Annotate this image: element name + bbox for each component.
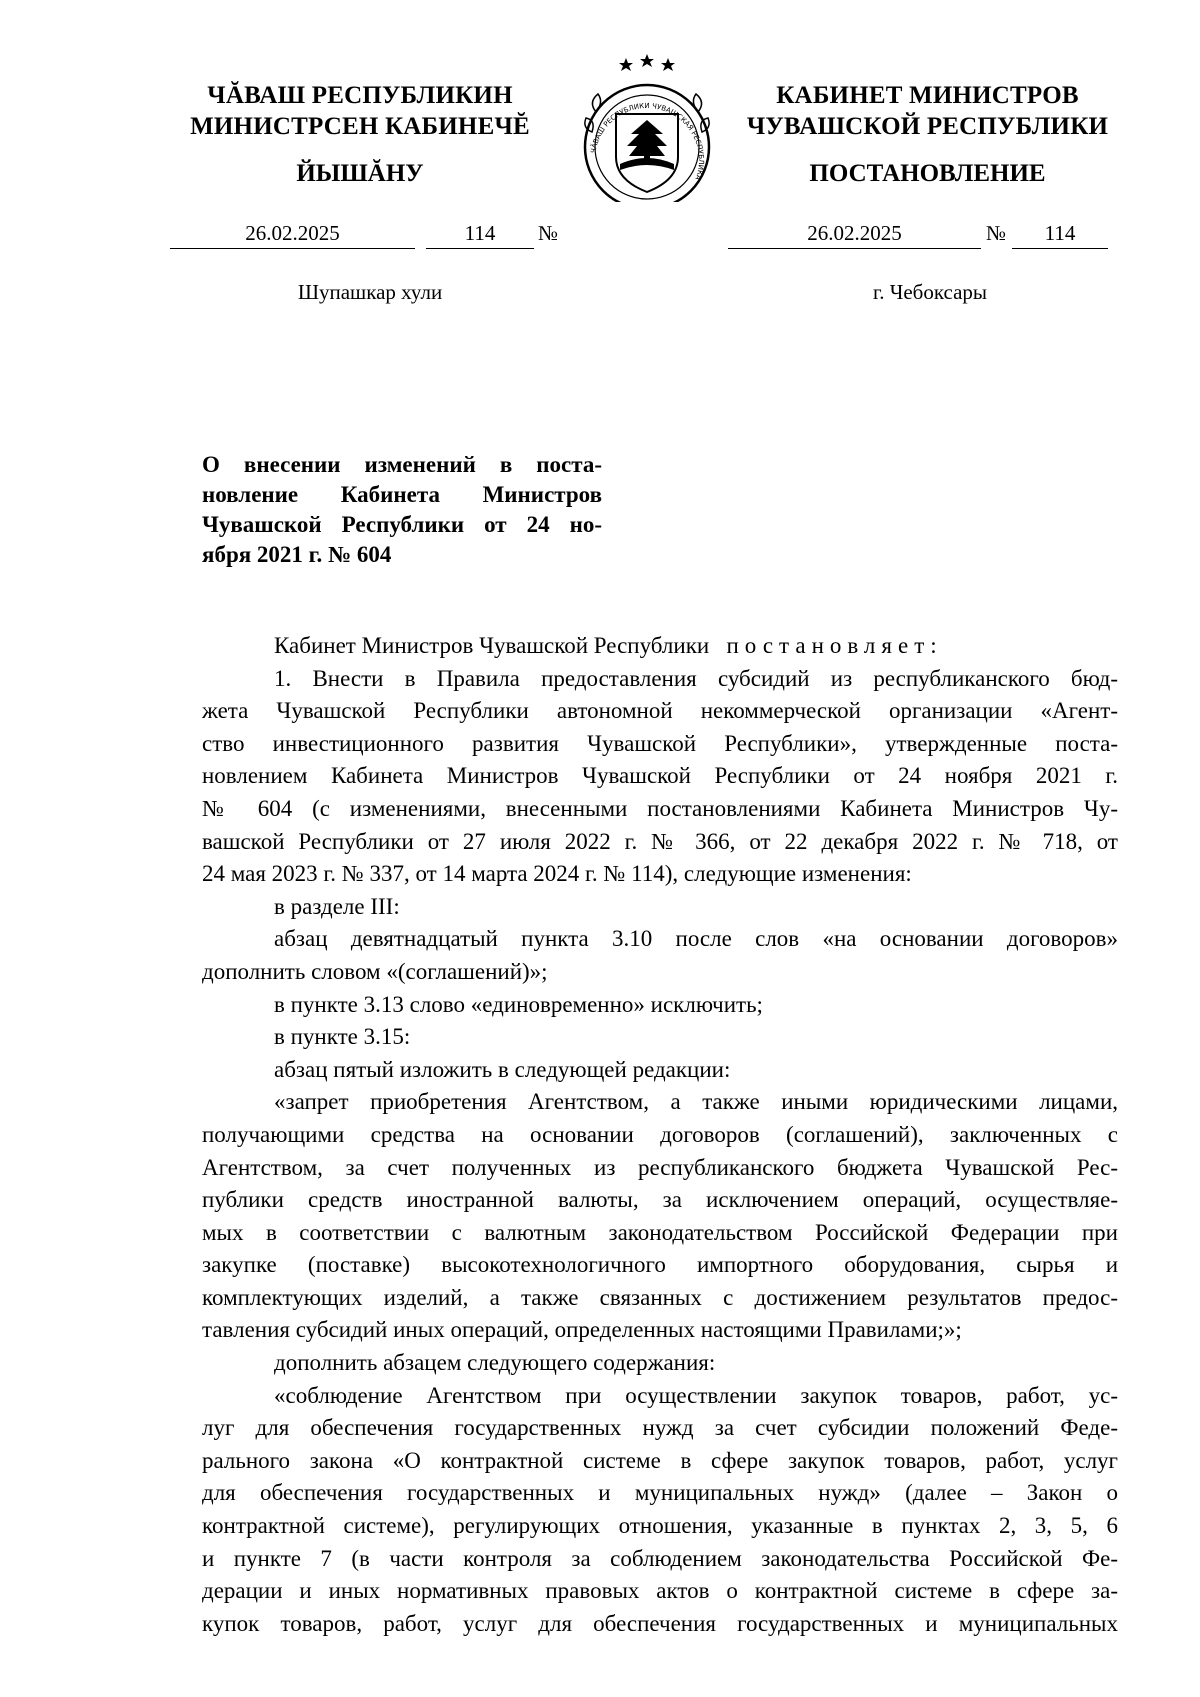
body-line: новлением Кабинета Министров Чувашской Республики от 24 ноября 2021 г. [202, 763, 1118, 789]
intro-paragraph [202, 630, 1118, 663]
body-line: дерации и иных нормативных правовых актов о контрактной системе в сфере за- [202, 1578, 1118, 1604]
left-org-line1: ЧĂВАШ РЕСПУБЛИКИН [207, 82, 513, 109]
intro-verb: постановляет: [726, 633, 943, 658]
body-line: «запрет приобретения Агентством, а также иными юридическими лицами, [274, 1089, 1118, 1115]
title-line: ября 2021 г. № 604 [202, 542, 392, 567]
intro-prefix: Кабинет Министров Чувашской Республики [274, 633, 710, 658]
right-org-line2: ЧУВАШСКОЙ РЕСПУБЛИКИ [746, 113, 1109, 140]
title-line: Чувашской Республики от 24 но- [202, 512, 602, 537]
body-line: купок товаров, работ, услуг для обеспечения государственных и муниципальных [202, 1610, 1118, 1636]
body-line: ство инвестиционного развития Чувашской Республики», утвержденные поста- [202, 730, 1118, 756]
emblem-inscription: ЧĂВАШ РЕСПУБЛИКИ ЧУВАШСКАЯ РЕСПУБЛИКА [589, 101, 706, 181]
coat-of-arms-emblem [578, 52, 716, 202]
left-number-underline [426, 248, 534, 249]
document-body [202, 630, 1118, 1640]
body-line: 1. Внести в Правила предоставления субсидий из республиканского бюд- [274, 665, 1118, 691]
body-line: абзац пятый изложить в следующей редакции: [274, 1056, 731, 1082]
right-org-line1: КАБИНЕТ МИНИСТРОВ [776, 82, 1079, 109]
body-line: мых в соответствии с валютным законодательством Российской Федерации при [202, 1219, 1118, 1245]
body-line: жета Чувашской Республики автономной некоммерческой организации «Агент- [202, 698, 1118, 724]
left-number-sign: № [538, 221, 559, 245]
body-line: в разделе III: [274, 893, 400, 919]
body-line: для обеспечения государственных и муниципальных нужд» (далее – Закон о [202, 1480, 1118, 1506]
left-date: 26.02.2025 [245, 221, 340, 245]
title-line: О внесении изменений в поста- [202, 452, 602, 477]
body-line: закупке (поставке) высокотехнологичного импортного оборудования, сырья и [202, 1252, 1118, 1278]
body-line: 24 мая 2023 г. № 337, от 14 марта 2024 г. № 114), следующие изменения: [202, 861, 912, 887]
right-org-name [735, 80, 1120, 142]
coat-of-arms-icon [578, 52, 716, 202]
right-date-underline [728, 248, 981, 249]
body-line: луг для обеспечения государственных нужд за счет субсидии положений Феде- [202, 1415, 1118, 1441]
body-line: № 604 (с изменениями, внесенными постановлениями Кабинета Министров Чу- [202, 795, 1118, 821]
title-line: новление Кабинета Министров [202, 482, 602, 507]
document-title [202, 450, 602, 570]
body-line: в пункте 3.15: [274, 1024, 411, 1050]
right-date: 26.02.2025 [807, 221, 902, 245]
right-doc-type: ПОСТАНОВЛЕНИЕ [809, 160, 1046, 187]
body-line: и пункте 7 (в части контроля за соблюдением законодательства Российской Фе- [202, 1545, 1118, 1571]
body-line: дополнить абзацем следующего содержания: [274, 1350, 716, 1376]
left-date-underline [170, 248, 415, 249]
body-line: публики средств иностранной валюты, за исключением операций, осуществляе- [202, 1187, 1118, 1213]
body-line: дополнить словом «(соглашений)»; [202, 958, 548, 984]
left-org-line2: МИНИСТРСЕН КАБИНЕЧĔ [190, 113, 530, 140]
body-line: тавления субсидий иных операций, определенных настоящими Правилами;»; [202, 1317, 962, 1343]
right-number: 114 [1044, 221, 1076, 245]
right-number-sign: № [986, 221, 1007, 245]
left-doc-type: ЙЫШĂНУ [296, 160, 424, 187]
right-number-underline [1012, 248, 1108, 249]
body-line: «соблюдение Агентством при осуществлении закупок товаров, работ, ус- [274, 1382, 1118, 1408]
left-number: 114 [464, 221, 496, 245]
body-line: рального закона «О контрактной системе в сфере закупок товаров, работ, услуг [202, 1447, 1118, 1473]
left-org-name [150, 80, 570, 142]
body-line: контрактной системе), регулирующих отношения, указанные в пунктах 2, 3, 5, 6 [202, 1513, 1118, 1539]
body-line: в пункте 3.13 слово «единовременно» исключить; [274, 991, 763, 1017]
body-line: получающими средства на основании договоров (соглашений), заключенных с [202, 1121, 1118, 1147]
left-city: Шупашкар хули [297, 280, 443, 304]
body-line: комплектующих изделий, а также связанных с достижением результатов предос- [202, 1284, 1118, 1310]
right-city: г. Чебоксары [872, 280, 988, 304]
body-line: абзац девятнадцатый пункта 3.10 после слов «на основании договоров» [274, 926, 1118, 952]
body-line: вашской Республики от 27 июля 2022 г. № 366, от 22 декабря 2022 г. № 718, от [202, 828, 1118, 854]
body-line: Агентством, за счет полученных из республиканского бюджета Чувашской Рес- [202, 1154, 1118, 1180]
